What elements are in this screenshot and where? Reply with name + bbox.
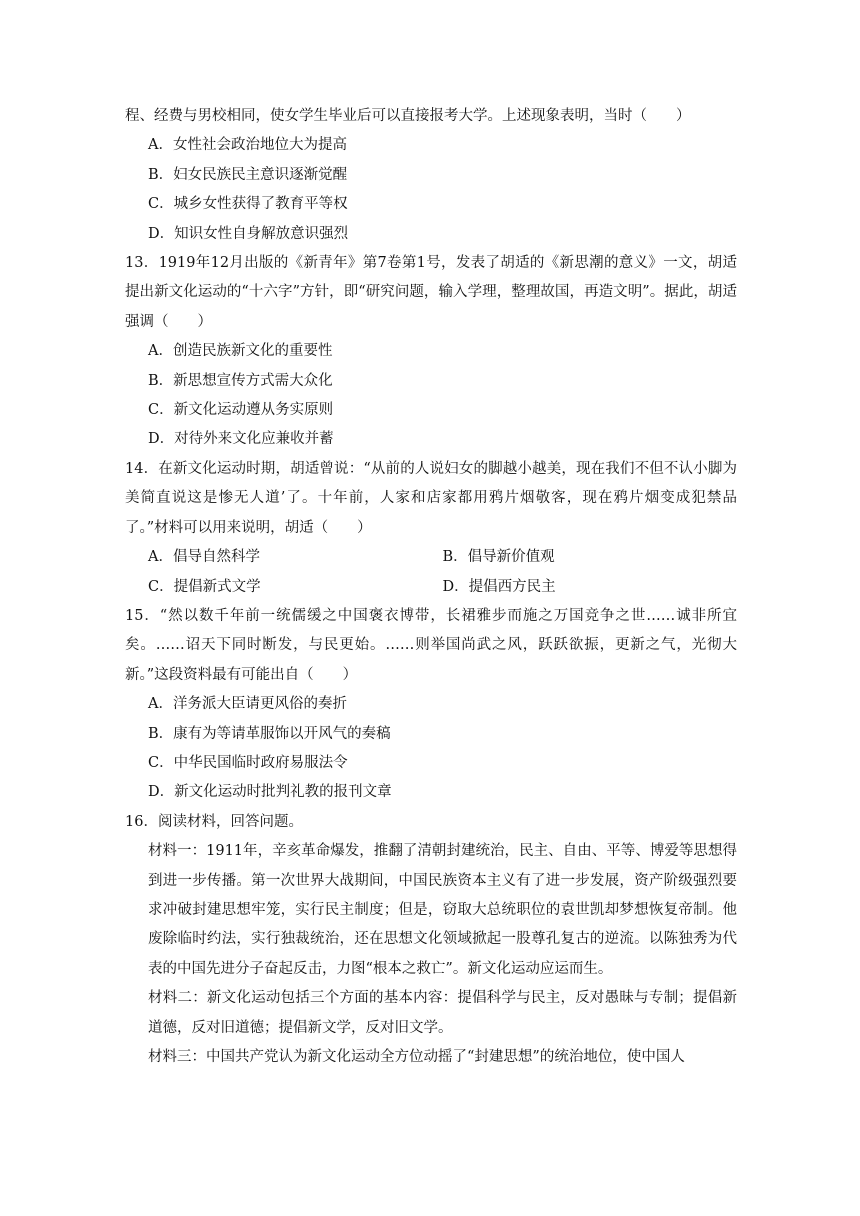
question-13-option-b: B．新思想宣传方式需大众化 [148,372,333,389]
question-15-option-b: B．康有为等请革服饰以开风气的奏稿 [148,725,391,742]
question-16-stem: 16．阅读材料，回答问题。 [125,813,303,830]
question-13-option-d: D．对待外来文化应兼收并蓄 [148,431,334,448]
question-12-stem-tail: 程、经费与男校相同，使女学生毕业后可以直接报考大学。上述现象表明，当时（ ） [125,108,691,124]
question-16-material-2: 材料二：新文化运动包括三个方面的基本内容：提倡科学与民主，反对愚昧与专制；提倡新道德，反对旧道德；提倡新文学，反对旧文学。 [148,990,737,1036]
question-15-option-d: D．新文化运动时批判礼教的报刊文章 [148,784,392,801]
question-14-option-b: B．倡导新价值观 [442,549,555,566]
question-12-option-a: A．女性社会政治地位大为提高 [148,137,347,154]
question-14-option-d: D．提倡西方民主 [442,578,556,595]
question-16-material-1: 材料一：1911年，辛亥革命爆发，推翻了清朝封建统治，民主、自由、平等、博爱等思想得到进一步传播。第一次世界大战期间，中国民族资本主义有了进一步发展，资产阶级强烈要求冲破封建思想牢笼，实行民主制度；但是，窃取大总统职位的袁世凯却梦想恢复帝制。他废除临时约法，实行独裁统治，还在思想文化领域掀起一股尊孔复古的逆流。以陈独秀为代表的中国先进分子奋起反击，力图“根本之救亡”。新文化运动应运而生。 [148,843,737,977]
question-14-stem: 14．在新文化运动时期，胡适曾说：“从前的人说妇女的脚越小越美，现在我们不但不认小脚为美简直说这是惨无人道’了。十年前，人家和店家都用鸦片烟敬客，现在鸦片烟变成犯禁品了。”材料可以用来说明，胡适（ ） [125,460,737,536]
page-content [125,102,737,1072]
question-13-stem: 13．1919年12月出版的《新青年》第7卷第1号，发表了胡适的《新思潮的意义》一文，胡适提出新文化运动的“十六字”方针，即“研究问题，输入学理，整理故国，再造文明”。据此，胡适强调（ ） [125,255,737,330]
question-15-option-a: A．洋务派大臣请更风俗的奏折 [148,696,347,713]
question-15-option-c: C．中华民国临时政府易服法令 [148,754,348,771]
question-16-material-3: 材料三：中国共产党认为新文化运动全方位动摇了“封建思想”的统治地位，使中国人 [148,1049,685,1065]
question-12-option-c: C．城乡女性获得了教育平等权 [148,196,348,213]
question-14-options-row-2 [148,573,737,602]
question-14-option-a: A．倡导自然科学 [148,549,260,566]
question-15-stem: 15．“然以数千年前一统儒缓之中国褒衣博带，长裙雅步而施之万国竞争之世……诚非所宜矣。……诏天下同时断发，与民更始。……则举国尚武之风，跃跃欲振，更新之气，光彻大新。”这段资料最有可能出自（ ） [125,607,737,683]
question-13-option-c: C．新文化运动遵从务实原则 [148,402,334,419]
question-14-option-c: C．提倡新式文学 [148,578,261,595]
question-14-options-row-1 [148,543,737,572]
question-13-option-a: A．创造民族新文化的重要性 [148,343,333,360]
question-12-option-d: D．知识女性自身解放意识强烈 [148,225,349,242]
question-12-option-b: B．妇女民族民主意识逐渐觉醒 [148,166,348,183]
